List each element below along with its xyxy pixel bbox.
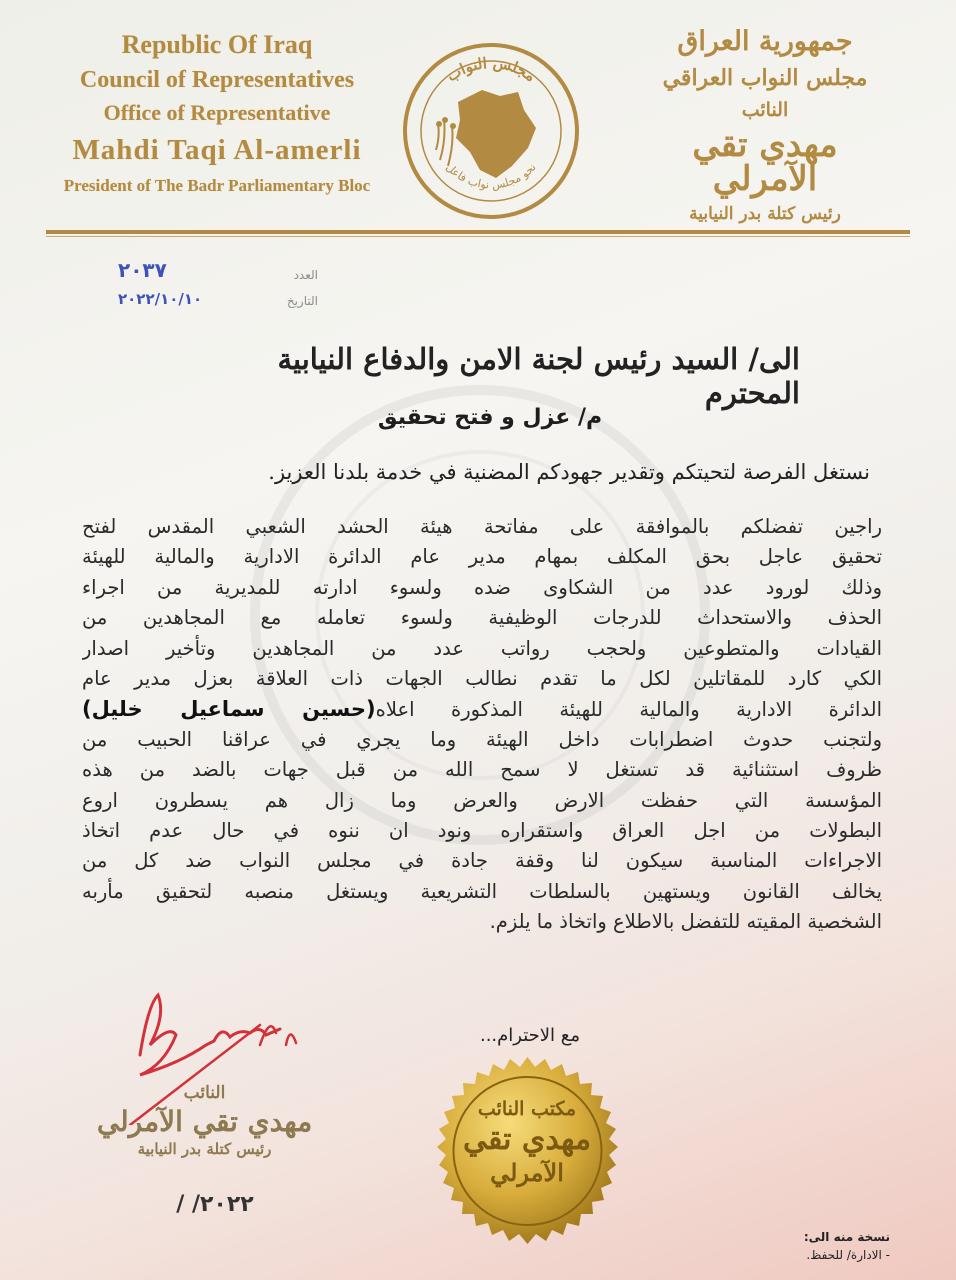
signature-title: النائب: [183, 1083, 226, 1103]
addressee: الى/ السيد رئيس لجنة الامن والدفاع النيابية المحترم: [277, 342, 800, 410]
seal-line-2: مهدي تقي: [462, 1122, 592, 1157]
reference-date-label: التاريخ: [286, 294, 318, 308]
body-line: ولتجنب حدوث اضطرابات داخل الهيئة وما يجري في عراقنا الحبيب من: [82, 727, 882, 751]
reference-date: ٢٠٢٢/١٠/١٠: [118, 290, 203, 308]
letterhead-arabic-name: مهدي تقي الآمرلي: [692, 125, 838, 199]
copies-block: [700, 1230, 890, 1262]
body-line: ظروف استثنائية قد تستغل لا سمح الله من قبل جهات بالضد من هذه: [82, 758, 882, 782]
seal-line-1: مكتب النائب: [477, 1098, 577, 1120]
body-line: المؤسسة التي حفظت الارض والعرض وما زال هم يسطرون اروع: [82, 788, 882, 812]
body-line: الاجراءات المناسبة سيكون لنا وقفة جادة في مجلس النواب ضد كل من: [82, 849, 882, 873]
letterhead-arabic-council: مجلس النواب العراقي: [662, 65, 868, 91]
reference-number-label: العدد: [293, 268, 318, 282]
signature-name: مهدي تقي الآمرلي: [96, 1105, 313, 1138]
letterhead-arabic-country: جمهورية العراق: [677, 26, 853, 57]
body-line: القيادات والمتطوعين ولحجب رواتب عدد من المجاهدين وتأخير اصدار: [82, 636, 882, 660]
emblem-top-text: مجلس النواب: [443, 53, 540, 86]
header-divider: [46, 230, 910, 234]
letter-body: [82, 512, 882, 937]
greeting: نستغل الفرصة لتحيتكم وتقدير جهودكم المضنية في خدمة بلدنا العزيز.: [268, 460, 870, 484]
body-line-with-name: [82, 694, 882, 724]
seal-text: [452, 1100, 602, 1185]
body-line: البطولات من اجل العراق واستقراره ونود ان ننوه في حال عدم اتخاذ: [82, 818, 882, 842]
letterhead-role: President of The Badr Parliamentary Bloc: [63, 176, 371, 195]
reference-number: ٢٠٣٧: [118, 258, 167, 282]
letterhead-council: Council of Representatives: [79, 67, 355, 93]
subject-line: م/ عزل و فتح تحقيق: [377, 405, 603, 430]
copies-title: نسخة منه الى:: [803, 1230, 890, 1244]
letterhead-arabic-title: النائب: [741, 99, 789, 121]
body-line: الشخصية المقيته للتفضل بالاطلاع واتخاذ ما يلزم.: [489, 910, 882, 934]
parliament-emblem-icon: [400, 40, 582, 222]
letterhead-office: Office of Representative: [103, 100, 331, 125]
highlighted-name: (حسين سماعيل خليل): [82, 697, 376, 722]
reference-block: [118, 258, 318, 310]
body-line: الكي كارد للمقاتلين لكل ما تقدم نطالب الجهات ذات العلاقة بعزل مدير عام: [82, 666, 882, 690]
letterhead-country: Republic Of Iraq: [121, 30, 313, 59]
copies-item: - الادارة/ للحفظ.: [806, 1248, 890, 1262]
letterhead-arabic: [640, 24, 890, 223]
letterhead-name: Mahdi Taqi Al-amerli: [72, 134, 362, 166]
closing-regards: مع الاحترام...: [479, 1025, 580, 1046]
header-divider-thin: [46, 236, 910, 237]
seal-line-3: الآمرلي: [490, 1158, 564, 1187]
letterhead-english: [52, 28, 382, 194]
signature-date: ٢٠٢٢/ /: [176, 1192, 254, 1217]
body-line: راجين تفضلكم بالموافقة على مفاتحة هيئة الحشد الشعبي المقدس لفتح: [82, 515, 882, 538]
svg-text:مجلس النواب: [443, 54, 539, 86]
body-line: الحذف والاستحداث للدرجات الوظيفية ولسوء تعامله مع المجاهدين من: [82, 606, 882, 630]
emblem-bottom-text: نحو مجلس نواب فاعل: [443, 160, 539, 192]
body-line: الدائرة الادارية والمالية للهيئة المذكورة اعلاه: [375, 698, 882, 722]
signature-block: [92, 1085, 317, 1157]
letterhead-arabic-role: رئيس كتلة بدر النيابية: [689, 204, 841, 224]
body-line: يخالف القانون ويستهين بالسلطات التشريعية ويستغل منصبه لتحقيق مأربه: [82, 879, 882, 903]
body-line: وذلك لورود عدد من الشكاوى ضده ولسوء ادارته للمديرية من اجراء: [82, 575, 882, 599]
body-line: تحقيق عاجل بحق المكلف بمهام مدير عام الدائرة الادارية والمالية للهيئة: [82, 545, 882, 569]
signature-role: رئيس كتلة بدر النيابية: [137, 1140, 272, 1158]
